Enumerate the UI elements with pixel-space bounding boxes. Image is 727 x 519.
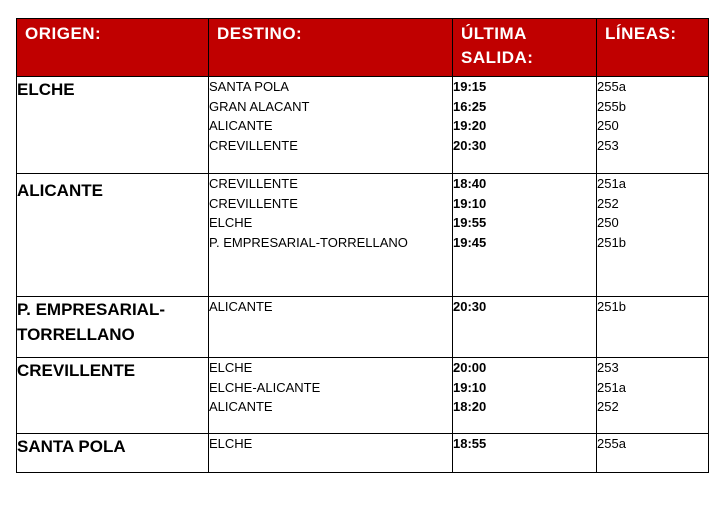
table-row: [17, 358, 709, 434]
origin-cell: ELCHE: [17, 77, 209, 174]
destinations-cell: [209, 77, 453, 174]
times-cell: [453, 77, 597, 174]
destination-item: ELCHE: [209, 360, 253, 375]
times-cell: [453, 297, 597, 358]
destination-item: ALICANTE: [209, 299, 273, 314]
table-row: [17, 174, 709, 297]
destinations-cell: [209, 434, 453, 473]
lines-cell: [597, 434, 709, 473]
line-item: 250: [597, 215, 619, 230]
line-item: 255a: [597, 436, 626, 451]
time-item: 19:45: [453, 234, 487, 250]
times-cell: [453, 434, 597, 473]
time-item: 19:10: [453, 195, 487, 211]
time-item: 19:10: [453, 379, 487, 395]
destination-item: SANTA POLA: [209, 79, 289, 94]
destination-item: ELCHE: [209, 436, 253, 451]
header-lines: LÍNEAS:: [597, 19, 709, 77]
origin-cell: SANTA POLA: [17, 434, 209, 473]
table-row: [17, 434, 709, 473]
origin-cell: P. EMPRESARIAL-TORRELLANO: [17, 297, 209, 358]
destination-item: GRAN ALACANT: [209, 98, 310, 114]
time-item: 18:55: [453, 436, 487, 451]
lines-cell: [597, 297, 709, 358]
table-row: [17, 297, 709, 358]
destination-item: ALICANTE: [209, 118, 273, 133]
line-item: 252: [597, 399, 619, 414]
line-item: 255a: [597, 79, 626, 94]
line-item: 251a: [597, 379, 626, 395]
line-item: 251b: [597, 299, 626, 314]
lines-cell: [597, 174, 709, 297]
destination-item: CREVILLENTE: [209, 176, 298, 191]
line-item: 250: [597, 118, 619, 133]
header-origin: ORIGEN:: [17, 19, 209, 77]
time-item: 19:55: [453, 215, 487, 230]
header-last-departure: ÚLTIMA SALIDA:: [453, 19, 597, 77]
destinations-cell: [209, 297, 453, 358]
times-cell: [453, 358, 597, 434]
lines-cell: [597, 358, 709, 434]
line-item: 251a: [597, 176, 626, 191]
destination-item: ELCHE: [209, 215, 253, 230]
destination-item: CREVILLENTE: [209, 195, 298, 211]
origin-cell: ALICANTE: [17, 174, 209, 297]
line-item: 255b: [597, 98, 626, 114]
destination-item: ELCHE-ALICANTE: [209, 379, 321, 395]
destination-item: P. EMPRESARIAL-TORRELLANO: [209, 234, 408, 250]
origin-cell: CREVILLENTE: [17, 358, 209, 434]
lines-cell: [597, 77, 709, 174]
destinations-cell: [209, 358, 453, 434]
time-item: 20:00: [453, 360, 487, 375]
header-destination: DESTINO:: [209, 19, 453, 77]
line-item: 253: [597, 137, 619, 153]
time-item: 19:15: [453, 79, 487, 94]
line-item: 251b: [597, 234, 626, 250]
time-item: 20:30: [453, 299, 487, 314]
table-row: [17, 77, 709, 174]
line-item: 253: [597, 360, 619, 375]
destination-item: ALICANTE: [209, 399, 273, 414]
time-item: 18:20: [453, 399, 487, 414]
bus-schedule-table: [16, 18, 709, 473]
times-cell: [453, 174, 597, 297]
time-item: 20:30: [453, 137, 487, 153]
time-item: 19:20: [453, 118, 487, 133]
time-item: 16:25: [453, 98, 487, 114]
line-item: 252: [597, 195, 619, 211]
destination-item: CREVILLENTE: [209, 137, 298, 153]
destinations-cell: [209, 174, 453, 297]
time-item: 18:40: [453, 176, 487, 191]
header-row: [17, 19, 709, 77]
